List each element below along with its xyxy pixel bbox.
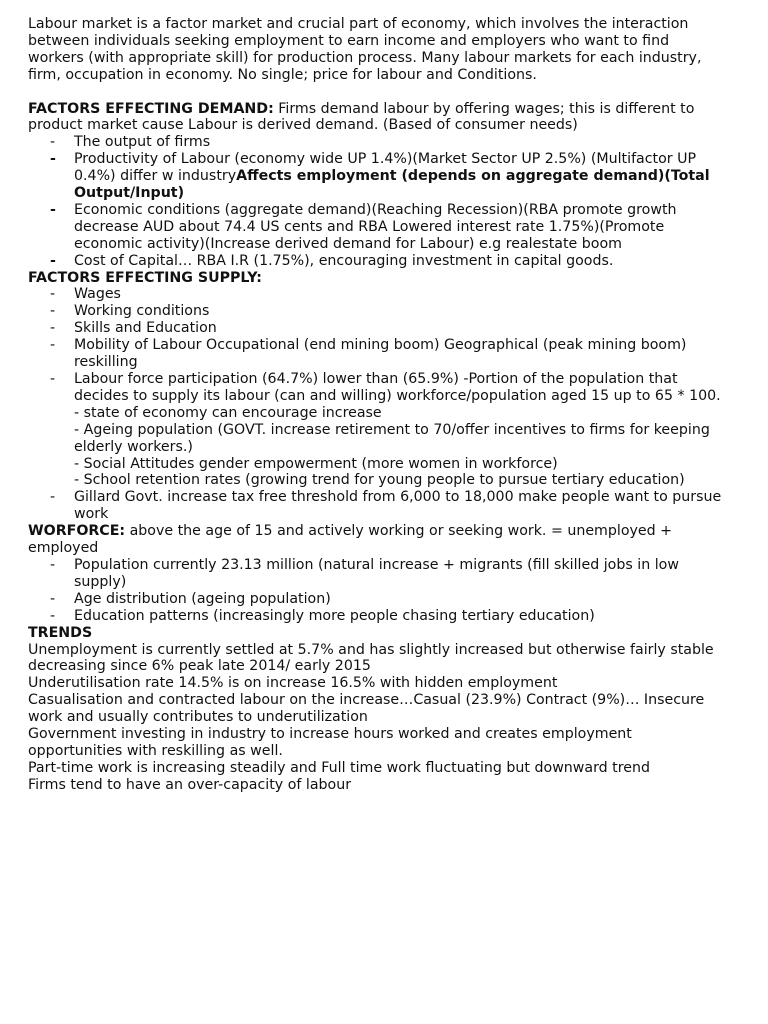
- trend-line: Part-time work is increasing steadily and Full time work fluctuating but downward trend: [28, 759, 650, 776]
- trend-line: Unemployment is currently settled at 5.7% and has slightly increased but otherwise fairly stable decreasing since 6% peak late 2014/ early 2015: [28, 641, 714, 675]
- demand-paragraph: [28, 101, 728, 135]
- list-item: [74, 371, 728, 489]
- list-item-text: Gillard Govt. increase tax free threshold from 6,000 to 18,000 make people want to pursue work: [74, 489, 722, 523]
- list-item: [74, 151, 728, 202]
- list-item-text: Population currently 23.13 million (natural increase + migrants (fill skilled jobs in low supply): [74, 556, 679, 590]
- trend-line: Government investing in industry to increase hours worked and creates employment opportunities with reskilling as well.: [28, 726, 632, 759]
- list-item: [74, 337, 728, 371]
- intro-paragraph: Labour market is a factor market and crucial part of economy, which involves the interaction between individuals seeking employment to earn income and employers who want to find workers (with appropriate skill) for production process. Many labour markets for each industry, firm, occupation in economy. No single; price for labour and Conditions.: [28, 16, 702, 83]
- trend-line: Firms tend to have an over-capacity of labour: [28, 776, 352, 793]
- list-item-text: Working conditions: [74, 303, 210, 320]
- list-item: [74, 557, 728, 591]
- sub-point: - state of economy can encourage increase: [74, 404, 382, 421]
- list-item-text: Wages: [74, 286, 121, 303]
- demand-list: [28, 134, 728, 269]
- list-item-text: Mobility of Labour Occupational (end mining boom) Geographical (peak mining boom) reskilling: [74, 337, 687, 371]
- trends-heading: TRENDS: [28, 624, 93, 641]
- workforce-heading: WORFORCE:: [28, 523, 126, 540]
- demand-heading: FACTORS EFFECTING DEMAND:: [28, 100, 274, 117]
- list-item-text: Cost of Capital… RBA I.R (1.75%), encouraging investment in capital goods.: [74, 252, 614, 269]
- list-item-text: Labour force participation (64.7%) lower than (65.9%) -Portion of the population that decides to supply its labour (can and willing) workforce/population aged 15 up to 65 * 100.: [74, 371, 721, 404]
- list-item-text: Economic conditions (aggregate demand)(Reaching Recession)(RBA promote growth decrease AUD about 74.4 US cents and RBA Lowered interest rate 1.75%)(Promote economic activity)(Increase derived demand for Labour) e.g realestate boom: [74, 201, 677, 252]
- list-item-text: Skills and Education: [74, 320, 217, 337]
- list-item: [74, 286, 728, 303]
- document-page: [28, 16, 728, 794]
- trend-line: Underutilisation rate 14.5% is on increase 16.5% with hidden employment: [28, 675, 558, 692]
- demand-text: Firms demand labour by offering wages; this is different to product market cause Labour is derived demand. (Based of consumer needs): [28, 100, 695, 134]
- sub-point: - Ageing population (GOVT. increase retirement to 70/offer incentives to firms for keeping elderly workers.): [74, 421, 710, 455]
- trend-line: Casualisation and contracted labour on the increase…Casual (23.9%) Contract (9%)… Insecure work and usually contributes to underutilization: [28, 692, 705, 726]
- list-item-text: Age distribution (ageing population): [74, 590, 331, 607]
- list-item: [74, 253, 728, 270]
- list-item-text: Education patterns (increasingly more people chasing tertiary education): [74, 607, 595, 624]
- list-item-text: Productivity of Labour (economy wide UP 1.4%)(Market Sector UP 2.5%) (Multifactor UP 0.4%) differ w industry: [74, 151, 697, 185]
- list-item: [74, 303, 728, 320]
- list-item: [74, 489, 728, 523]
- list-item: [74, 591, 728, 608]
- list-item-text: The output of firms: [74, 134, 211, 151]
- sub-point: - School retention rates (growing trend for young people to pursue tertiary education): [74, 472, 685, 489]
- supply-list: [28, 286, 728, 523]
- sub-point: - Social Attitudes gender empowerment (more women in workforce): [74, 455, 558, 472]
- list-item: [74, 134, 728, 151]
- list-item: [74, 608, 728, 625]
- list-item: [74, 202, 728, 253]
- workforce-text: above the age of 15 and actively working or seeking work. = unemployed + employed: [28, 523, 673, 557]
- workforce-list: [28, 557, 728, 625]
- supply-heading: FACTORS EFFECTING SUPPLY:: [28, 269, 262, 286]
- list-item-emphasis: Affects employment (depends on aggregate demand)(Total Output/Input): [74, 168, 710, 202]
- list-item: [74, 320, 728, 337]
- paragraph-gap: [28, 84, 728, 101]
- workforce-paragraph: [28, 523, 728, 557]
